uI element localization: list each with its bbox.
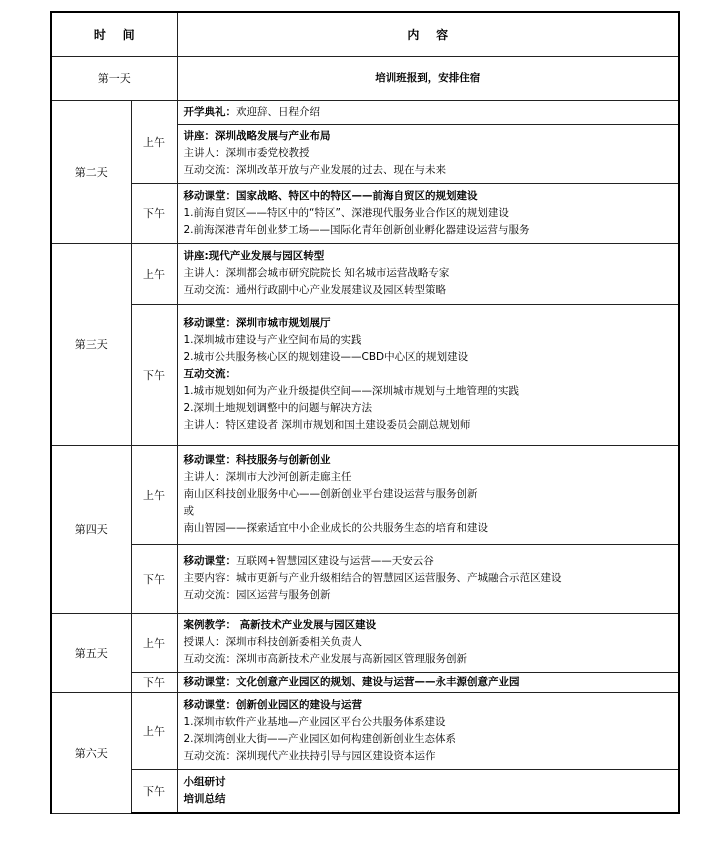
content-line: 1.深圳市软件产业基地—产业园区平台公共服务体系建设 (183, 715, 446, 728)
content-line: 1.前海自贸区——特区中的“特区”、深港现代服务业合作区的规划建设 (183, 206, 509, 219)
content-line: 移动课堂：创新创业园区的建设与运营 (183, 698, 362, 711)
content-line: 主讲人：特区建设者 深圳市规划和国土建设委员会副总规划师 (183, 419, 471, 431)
content-line: 2.城市公共服务核心区的规划建设——CBD中心区的规划建设 (183, 351, 469, 363)
session-block (177, 445, 679, 544)
pm-label: 下午 (131, 544, 177, 613)
content-line: 1.深圳城市建设与产业空间布局的实践 (183, 334, 362, 346)
content-line: 讲座:现代产业发展与园区转型 (183, 250, 325, 262)
content-line: 互动交流：通州行政副中心产业发展建议及园区转型策略 (183, 284, 446, 296)
session-block (177, 769, 679, 813)
day-label: 第一天 (51, 56, 177, 100)
pm-label: 下午 (131, 183, 177, 243)
day-label: 第四天 (51, 445, 131, 613)
session-block (177, 100, 679, 124)
am-label: 上午 (131, 445, 177, 544)
content-line: 移动课堂：国家战略、特区中的特区——前海自贸区的规划建设 (183, 189, 478, 202)
content-line: 1.城市规划如何为产业升级提供空间——深圳城市规划与土地管理的实践 (183, 385, 520, 397)
pm-label: 下午 (131, 672, 177, 692)
content-line: 互动交流： (183, 368, 236, 380)
content-line: 或 (183, 505, 194, 517)
content-header: 内 容 (177, 12, 679, 56)
day-row (51, 56, 679, 100)
pm-label: 下午 (131, 769, 177, 813)
session-block (177, 183, 679, 243)
am-label: 上午 (131, 692, 177, 769)
am-label: 上午 (131, 100, 177, 183)
session-block (177, 613, 679, 672)
content-line: 互动交流：深圳现代产业扶持引导与园区建设资本运作 (183, 749, 436, 762)
content-line: 主要内容：城市更新与产业升级相结合的智慧园区运营服务、产城融合示范区建设 (183, 572, 562, 584)
arrival-text: 培训班报到，安排住宿 (177, 56, 679, 100)
content-line: 2.前海深港青年创业梦工场——国际化青年创新创业孵化器建设运营与服务 (183, 223, 530, 236)
session-block (177, 544, 679, 613)
time-header: 时 间 (51, 12, 177, 56)
session-block (177, 692, 679, 769)
day-label: 第六天 (51, 692, 131, 813)
session-block (177, 243, 679, 304)
pm-label: 下午 (131, 304, 177, 445)
content-line: 讲座：深圳战略发展与产业布局 (183, 130, 331, 142)
header-row (51, 12, 679, 56)
content-line: 2.深圳湾创业大街——产业园区如何构建创新创业生态体系 (183, 732, 457, 745)
content-line: 主讲人：深圳市大沙河创新走廊主任 (183, 471, 352, 483)
session-block (177, 304, 679, 445)
day-label: 第三天 (51, 243, 131, 445)
day-label: 第五天 (51, 613, 131, 692)
day-label: 第二天 (51, 100, 131, 243)
session-block (177, 124, 679, 183)
content-line: 互动交流：深圳市高新技术产业发展与高新园区管理服务创新 (183, 653, 467, 665)
am-label: 上午 (131, 613, 177, 672)
content-line: 南山区科技创业服务中心——创新创业平台建设运营与服务创新 (183, 488, 478, 500)
content-line: 小组研讨 (183, 775, 226, 788)
content-line: 移动课堂：文化创意产业园区的规划、建设与运营——永丰源创意产业园 (183, 675, 520, 688)
content-line: 2.深圳土地规划调整中的问题与解决方法 (183, 402, 373, 414)
content-line: 开学典礼：欢迎辞、日程介绍 (183, 105, 320, 118)
content-line: 南山智园——探索适宜中小企业成长的公共服务生态的培育和建设 (183, 522, 488, 534)
session-block (177, 672, 679, 692)
content-line: 主讲人：深圳市委党校教授 (183, 147, 310, 159)
content-line: 培训总结 (183, 792, 226, 805)
content-line: 案例教学： 高新技术产业发展与园区建设 (183, 619, 377, 631)
content-line: 移动课堂：科技服务与创新创业 (183, 454, 331, 466)
schedule-table (50, 11, 680, 814)
content-line: 移动课堂：互联网+智慧园区建设与运营——天安云谷 (183, 555, 434, 567)
content-line: 主讲人：深圳都会城市研究院院长 知名城市运营战略专家 (183, 267, 450, 279)
content-line: 授课人：深圳市科技创新委相关负责人 (183, 636, 362, 648)
content-line: 互动交流：园区运营与服务创新 (183, 589, 331, 601)
am-label: 上午 (131, 243, 177, 304)
content-line: 互动交流：深圳改革开放与产业发展的过去、现在与未来 (183, 164, 446, 176)
content-line: 移动课堂：深圳市城市规划展厅 (183, 317, 331, 329)
